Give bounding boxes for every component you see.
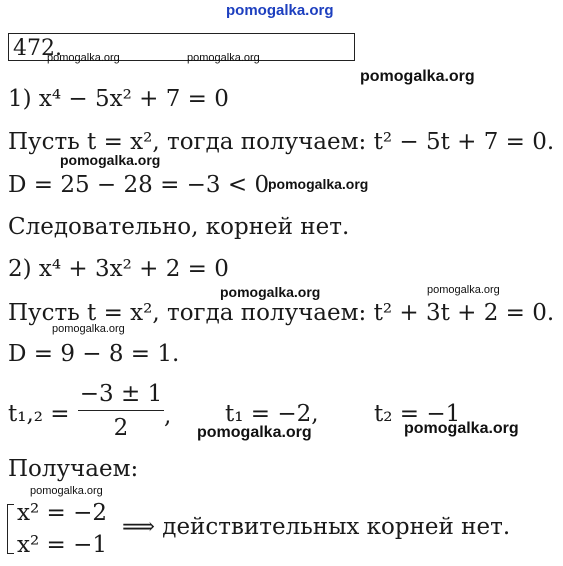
part1-equation: 1) x⁴ − 5x² + 7 = 0 — [8, 86, 229, 112]
watermark: pomogalka.org — [47, 52, 120, 64]
watermark: pomogalka.org — [220, 284, 321, 300]
roots-comma: , — [164, 403, 172, 429]
result-label: Получаем: — [8, 456, 139, 482]
root-t1: t₁ = −2, — [225, 401, 319, 427]
system-line-2: x² = −1 — [17, 532, 107, 558]
part2-substitution: Пусть t = x², тогда получаем: t² + 3t + 2 = 0. — [8, 300, 555, 326]
fraction-bar — [78, 410, 164, 411]
watermark: pomogalka.org — [30, 485, 103, 497]
watermark: pomogalka.org — [360, 68, 475, 85]
roots-denominator: 2 — [113, 415, 129, 441]
part1-conclusion: Следовательно, корней нет. — [8, 214, 350, 240]
final-conclusion: ⟹ действительных корней нет. — [122, 514, 511, 540]
system-bracket — [7, 504, 14, 554]
watermark: pomogalka.org — [268, 176, 369, 192]
part1-discriminant: D = 25 − 28 = −3 < 0 — [8, 172, 270, 198]
roots-fraction — [78, 383, 164, 440]
roots-lhs: t₁,₂ = — [8, 401, 70, 427]
system-line-1: x² = −2 — [17, 500, 107, 526]
part2-discriminant: D = 9 − 8 = 1. — [8, 341, 180, 367]
watermark: pomogalka.org — [60, 152, 161, 168]
part1-substitution: Пусть t = x², тогда получаем: t² − 5t + 7 = 0. — [8, 129, 555, 155]
problem-number: 472. — [13, 36, 62, 61]
part2-equation: 2) x⁴ + 3x² + 2 = 0 — [8, 256, 229, 282]
watermark-top: pomogalka.org — [226, 2, 334, 19]
watermark: pomogalka.org — [427, 284, 500, 296]
roots-numerator: −3 ± 1 — [79, 381, 163, 407]
root-t2: t₂ = −1 — [374, 401, 461, 427]
watermark: pomogalka.org — [187, 52, 260, 64]
watermark: pomogalka.org — [197, 424, 312, 441]
watermark: pomogalka.org — [52, 323, 125, 335]
watermark: pomogalka.org — [404, 420, 519, 437]
